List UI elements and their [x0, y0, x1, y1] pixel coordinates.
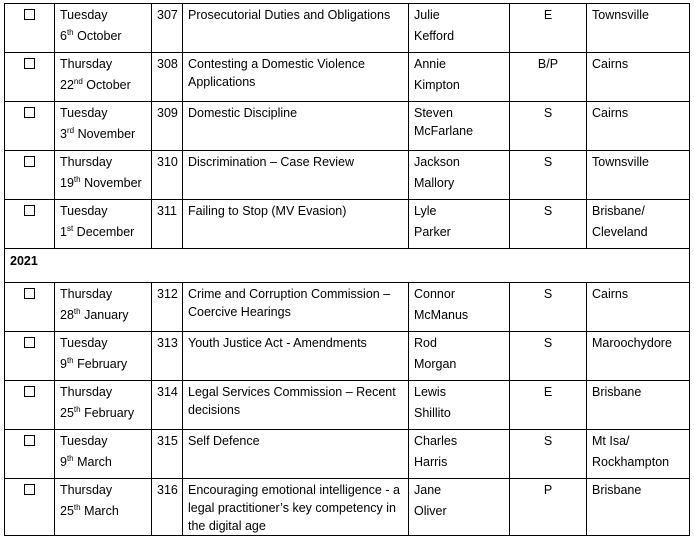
location-cell: [587, 381, 690, 430]
date-cell: [55, 430, 152, 479]
session-number: 309: [152, 102, 183, 151]
table-row: [5, 151, 690, 200]
session-number: 311: [152, 200, 183, 249]
session-number: 307: [152, 4, 183, 53]
session-number: 315: [152, 430, 183, 479]
location-primary: Mt Isa/: [592, 434, 630, 448]
session-number: 316: [152, 479, 183, 536]
presenter-last: Shillito: [414, 406, 451, 420]
table-row: [5, 381, 690, 430]
date-day: 3: [60, 127, 67, 141]
date-month: November: [77, 127, 136, 141]
presenter-last: Morgan: [414, 357, 457, 371]
select-cell[interactable]: [5, 151, 55, 200]
presenter-last: McManus: [414, 308, 469, 322]
presenter-last: Mallory: [414, 176, 455, 190]
location-cell: [587, 430, 690, 479]
date-suffix: th: [73, 503, 81, 512]
date: [60, 73, 146, 98]
level-code: E: [510, 381, 587, 430]
presenter-last: Parker: [414, 225, 451, 239]
table-row: [5, 102, 690, 151]
date-day: 25: [60, 406, 74, 420]
date-month: October: [77, 29, 122, 43]
date-cell: [55, 102, 152, 151]
date-day: 9: [60, 357, 67, 371]
date-suffix: rd: [66, 126, 75, 135]
date: [60, 303, 146, 328]
select-cell[interactable]: [5, 332, 55, 381]
date-cell: [55, 283, 152, 332]
presenter-first: Jane: [414, 483, 442, 497]
location-cell: [587, 283, 690, 332]
weekday: Tuesday: [60, 106, 108, 120]
select-cell[interactable]: [5, 4, 55, 53]
date-month: October: [86, 78, 131, 92]
date-cell: [55, 381, 152, 430]
level-code: S: [510, 430, 587, 479]
location-primary: Cairns: [592, 57, 629, 71]
table-row: [5, 200, 690, 249]
weekday: Tuesday: [60, 434, 108, 448]
location-primary: Cairns: [592, 106, 629, 120]
weekday: Tuesday: [60, 8, 108, 22]
presenter-cell: [409, 283, 510, 332]
weekday: Tuesday: [60, 204, 108, 218]
date-day: 9: [60, 455, 67, 469]
select-cell[interactable]: [5, 102, 55, 151]
location-primary: Brisbane: [592, 483, 642, 497]
checkbox[interactable]: [24, 156, 35, 167]
date: [60, 171, 146, 196]
checkbox[interactable]: [24, 484, 35, 495]
presenter-first: Julie: [414, 8, 440, 22]
date-suffix: th: [73, 307, 81, 316]
location-primary: Cairns: [592, 287, 629, 301]
presenter-first: Lewis: [414, 385, 446, 399]
year-row: [5, 249, 690, 283]
date: [60, 220, 146, 245]
date-cell: [55, 200, 152, 249]
presenter-cell: [409, 200, 510, 249]
date-cell: [55, 151, 152, 200]
table-row: [5, 332, 690, 381]
location-cell: [587, 4, 690, 53]
location-secondary: Cleveland: [592, 225, 648, 239]
location-primary: Townsville: [592, 8, 649, 22]
session-topic: Contesting a Domestic Violence Applications: [183, 53, 409, 102]
date-suffix: th: [73, 405, 81, 414]
location-cell: [587, 151, 690, 200]
date-day: 1: [60, 225, 67, 239]
location-cell: [587, 102, 690, 151]
date-month: February: [84, 406, 135, 420]
location-primary: Townsville: [592, 155, 649, 169]
select-cell[interactable]: [5, 381, 55, 430]
date-suffix: th: [73, 175, 81, 184]
location-primary: Maroochydore: [592, 336, 672, 350]
date: [60, 24, 146, 49]
presenter-last: Kimpton: [414, 78, 460, 92]
session-number: 313: [152, 332, 183, 381]
session-number: 310: [152, 151, 183, 200]
table-row: [5, 430, 690, 479]
date-month: February: [77, 357, 128, 371]
presenter-cell: [409, 102, 510, 151]
location-cell: [587, 479, 690, 536]
checkbox[interactable]: [24, 205, 35, 216]
level-code: B/P: [510, 53, 587, 102]
select-cell[interactable]: [5, 430, 55, 479]
presenter-cell: [409, 479, 510, 536]
location-cell: [587, 332, 690, 381]
checkbox[interactable]: [24, 9, 35, 20]
weekday: Thursday: [60, 385, 113, 399]
date-month: March: [84, 504, 119, 518]
session-number: 308: [152, 53, 183, 102]
date: [60, 450, 146, 475]
date-day: 6: [60, 29, 67, 43]
level-code: S: [510, 102, 587, 151]
presenter-last: Oliver: [414, 504, 447, 518]
date-suffix: nd: [73, 77, 83, 86]
date-cell: [55, 4, 152, 53]
date-suffix: st: [66, 224, 74, 233]
level-code: S: [510, 151, 587, 200]
weekday: Thursday: [60, 155, 113, 169]
date: [60, 122, 146, 147]
date-month: November: [84, 176, 142, 190]
session-topic: Domestic Discipline: [183, 102, 409, 151]
weekday: Thursday: [60, 287, 113, 301]
presenter-first: Rod: [414, 336, 437, 350]
weekday: Thursday: [60, 483, 113, 497]
checkbox[interactable]: [24, 386, 35, 397]
session-topic: Youth Justice Act - Amendments: [183, 332, 409, 381]
table-row: [5, 4, 690, 53]
presenter-first: Annie: [414, 57, 446, 71]
presenter-first: Steven McFarlane: [414, 106, 474, 138]
presenter-cell: [409, 151, 510, 200]
weekday: Thursday: [60, 57, 113, 71]
location-cell: [587, 53, 690, 102]
presenter-cell: [409, 53, 510, 102]
session-number: 314: [152, 381, 183, 430]
table-row: [5, 283, 690, 332]
presenter-first: Charles: [414, 434, 458, 448]
date: [60, 401, 146, 426]
weekday: Tuesday: [60, 336, 108, 350]
date-month: March: [77, 455, 112, 469]
date: [60, 352, 146, 377]
date-cell: [55, 479, 152, 536]
presenter-cell: [409, 430, 510, 479]
session-topic: Discrimination – Case Review: [183, 151, 409, 200]
session-topic: Prosecutorial Duties and Obligations: [183, 4, 409, 53]
seminar-schedule-table: [4, 3, 690, 536]
select-cell[interactable]: [5, 53, 55, 102]
date-day: 19: [60, 176, 74, 190]
date-day: 22: [60, 78, 74, 92]
date-suffix: th: [66, 28, 74, 37]
presenter-cell: [409, 332, 510, 381]
presenter-cell: [409, 381, 510, 430]
session-topic: Failing to Stop (MV Evasion): [183, 200, 409, 249]
level-code: S: [510, 332, 587, 381]
checkbox[interactable]: [24, 337, 35, 348]
date-month: January: [84, 308, 129, 322]
presenter-first: Connor: [414, 287, 455, 301]
checkbox[interactable]: [24, 107, 35, 118]
year-heading: 2021: [5, 249, 690, 283]
date: [60, 499, 146, 524]
presenter-first: Jackson: [414, 155, 460, 169]
date-day: 28: [60, 308, 74, 322]
checkbox[interactable]: [24, 58, 35, 69]
table-row: [5, 479, 690, 536]
location-primary: Brisbane/: [592, 204, 645, 218]
checkbox[interactable]: [24, 435, 35, 446]
session-number: 312: [152, 283, 183, 332]
table-row: [5, 53, 690, 102]
presenter-cell: [409, 4, 510, 53]
session-topic: Legal Services Commission – Recent decisions: [183, 381, 409, 430]
level-code: E: [510, 4, 587, 53]
level-code: S: [510, 200, 587, 249]
date-suffix: th: [66, 356, 74, 365]
presenter-last: Harris: [414, 455, 448, 469]
location-cell: [587, 200, 690, 249]
date-day: 25: [60, 504, 74, 518]
presenter-last: Kefford: [414, 29, 455, 43]
location-secondary: Rockhampton: [592, 455, 670, 469]
session-topic: Self Defence: [183, 430, 409, 479]
select-cell[interactable]: [5, 200, 55, 249]
date-month: December: [76, 225, 135, 239]
date-suffix: th: [66, 454, 74, 463]
level-code: P: [510, 479, 587, 536]
session-topic: Crime and Corruption Commission – Coercive Hearings: [183, 283, 409, 332]
date-cell: [55, 53, 152, 102]
session-topic: Encouraging emotional intelligence - a legal practitioner’s key competency in the digital age: [183, 479, 409, 536]
presenter-first: Lyle: [414, 204, 437, 218]
select-cell[interactable]: [5, 479, 55, 536]
select-cell[interactable]: [5, 283, 55, 332]
location-primary: Brisbane: [592, 385, 642, 399]
checkbox[interactable]: [24, 288, 35, 299]
level-code: S: [510, 283, 587, 332]
date-cell: [55, 332, 152, 381]
